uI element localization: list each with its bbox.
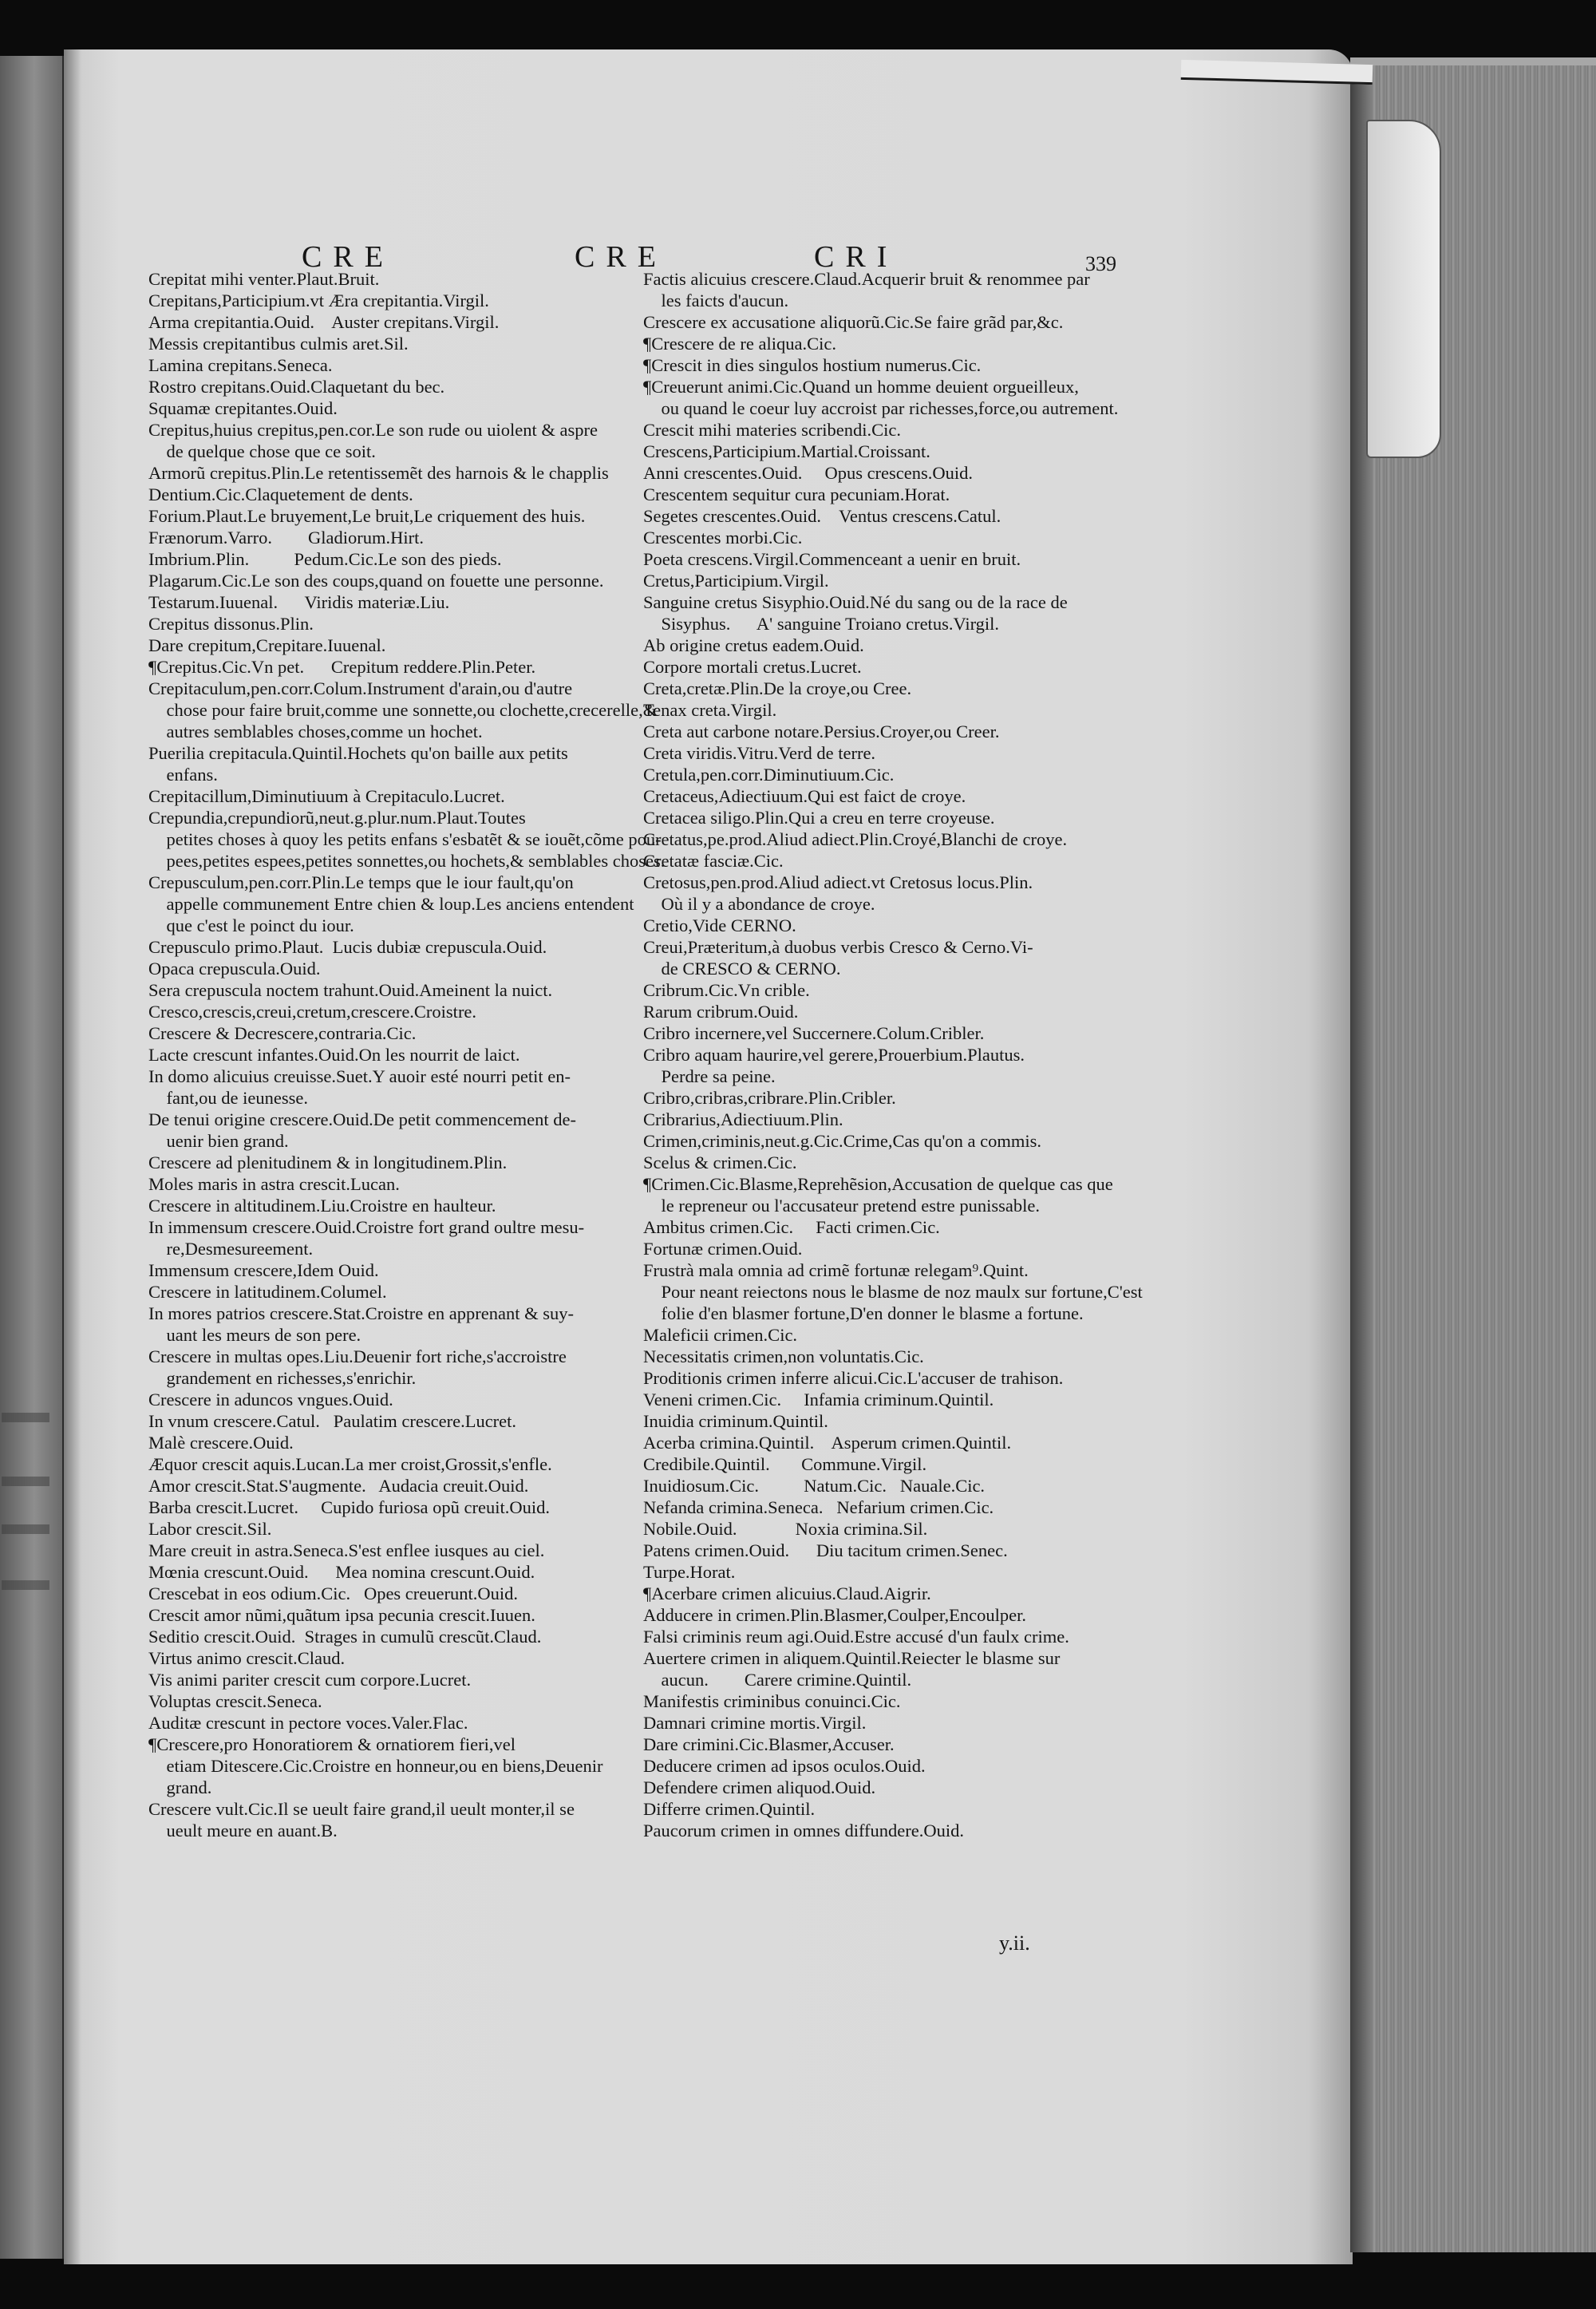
dictionary-entry-line: Armorũ crepitus.Plin.Le retentissemẽt des harnois & le chapplis bbox=[148, 463, 609, 483]
dictionary-entry-line: Inuidia criminum.Quintil. bbox=[643, 1411, 828, 1431]
dictionary-entry-line: Necessitatis crimen,non voluntatis.Cic. bbox=[643, 1346, 924, 1366]
dictionary-entry-line: ¶Acerbare crimen alicuius.Claud.Aigrir. bbox=[643, 1583, 931, 1603]
dictionary-entry-line: Cretosus,pen.prod.Aliud adiect.vt Cretosus locus.Plin. bbox=[643, 872, 1033, 892]
dictionary-entry-line: Creta,cretæ.Plin.De la croye,ou Cree. bbox=[643, 678, 912, 698]
dictionary-entry-line: Forium.Plaut.Le bruyement,Le bruit,Le criquement des huis. bbox=[148, 506, 586, 526]
dictionary-entry-line: Rarum cribrum.Ouid. bbox=[643, 1002, 799, 1022]
dictionary-entry-line: Cretio,Vide CERNO. bbox=[643, 915, 796, 935]
right-column bbox=[643, 268, 1143, 1841]
dictionary-entry-line: Nobile.Ouid. Noxia crimina.Sil. bbox=[643, 1519, 928, 1539]
dictionary-entry-line: Turpe.Horat. bbox=[643, 1562, 736, 1582]
dictionary-entry-line: Damnari crimine mortis.Virgil. bbox=[643, 1713, 867, 1733]
page-number: 339 bbox=[1085, 252, 1116, 275]
dictionary-entry-line: Crepusculo primo.Plaut. Lucis dubiæ crepuscula.Ouid. bbox=[148, 937, 547, 957]
dictionary-entry-line: Scelus & crimen.Cic. bbox=[643, 1153, 797, 1172]
dictionary-entry-line: chose pour faire bruit,comme une sonnette,ou clochette,crecerelle,& bbox=[148, 700, 658, 720]
dictionary-entry-line: Perdre sa peine. bbox=[643, 1066, 776, 1086]
dictionary-entry-line: Cretula,pen.corr.Diminutiuum.Cic. bbox=[643, 765, 895, 785]
dictionary-entry-line: Crepusculum,pen.corr.Plin.Le temps que le iour fault,qu'on bbox=[148, 872, 574, 892]
dictionary-entry-line: Crepitacillum,Diminutiuum à Crepitaculo.Lucret. bbox=[148, 786, 505, 806]
dictionary-entry-line: Cresco,crescis,creui,cretum,crescere.Croistre. bbox=[148, 1002, 477, 1022]
dictionary-entry-line: Lamina crepitans.Seneca. bbox=[148, 355, 333, 375]
dictionary-entry-line: Vis animi pariter crescit cum corpore.Lucret. bbox=[148, 1670, 472, 1690]
dictionary-entry-line: Nefanda crimina.Seneca. Nefarium crimen.Cic. bbox=[643, 1497, 994, 1517]
dictionary-entry-line: fant,ou de ieunesse. bbox=[148, 1088, 308, 1108]
dictionary-entry-line: Crescebat in eos odium.Cic. Opes creuerunt.Ouid. bbox=[148, 1583, 519, 1603]
left-column bbox=[148, 268, 666, 1841]
dictionary-entry-line: Plagarum.Cic.Le son des coups,quand on fouette une personne. bbox=[148, 571, 604, 591]
dictionary-entry-line: grand. bbox=[148, 1777, 212, 1797]
dictionary-entry-line: les faicts d'aucun. bbox=[643, 291, 789, 310]
dictionary-entry-line: Arma crepitantia.Ouid. Auster crepitans.Virgil. bbox=[148, 312, 500, 332]
dictionary-entry-line: uant les meurs de son pere. bbox=[148, 1325, 361, 1345]
dictionary-entry-line: Amor crescit.Stat.S'augmente. Audacia creuit.Ouid. bbox=[148, 1476, 529, 1496]
dictionary-entry-line: Labor crescit.Sil. bbox=[148, 1519, 272, 1539]
dictionary-entry-line: Puerilia crepitacula.Quintil.Hochets qu'on baille aux petits bbox=[148, 743, 568, 763]
facing-page-edge bbox=[0, 56, 65, 2259]
dictionary-entry-line: Manifestis criminibus conuinci.Cic. bbox=[643, 1691, 901, 1711]
dictionary-entry-line: Cretatæ fasciæ.Cic. bbox=[643, 851, 784, 871]
dictionary-entry-line: uenir bien grand. bbox=[148, 1131, 289, 1151]
dictionary-entry-line: Factis alicuius crescere.Claud.Acquerir bruit & renommee par bbox=[643, 269, 1090, 289]
dictionary-entry-line: Frustrà mala omnia ad crimẽ fortunæ relegam⁹.Quint. bbox=[643, 1260, 1029, 1280]
dictionary-entry-line: Proditionis crimen inferre alicui.Cic.L'accuser de trahison. bbox=[643, 1368, 1064, 1388]
dictionary-entry-line: Sisyphus. A' sanguine Troiano cretus.Virgil. bbox=[643, 614, 1000, 634]
dictionary-entry-line: Cribro incernere,vel Succernere.Colum.Cribler. bbox=[643, 1023, 985, 1043]
dictionary-entry-line: re,Desmesureement. bbox=[148, 1239, 314, 1259]
dictionary-entry-line: de quelque chose que ce soit. bbox=[148, 441, 376, 461]
dictionary-entry-line: Ambitus crimen.Cic. Facti crimen.Cic. bbox=[643, 1217, 940, 1237]
dictionary-entry-line: Crescit amor nũmi,quãtum ipsa pecunia crescit.Iuuen. bbox=[148, 1605, 535, 1625]
dictionary-entry-line: Cribrarius,Adiectiuum.Plin. bbox=[643, 1109, 843, 1129]
dictionary-entry-line: Crescere in aduncos vngues.Ouid. bbox=[148, 1390, 393, 1410]
running-head-right: CRI bbox=[814, 240, 899, 274]
dictionary-entry-line: Cretaceus,Adiectiuum.Qui est faict de croye. bbox=[643, 786, 966, 806]
dictionary-entry-line: ¶Crepitus.Cic.Vn pet. Crepitum reddere.Plin.Peter. bbox=[148, 657, 536, 677]
dictionary-entry-line: Voluptas crescit.Seneca. bbox=[148, 1691, 322, 1711]
dictionary-entry-line: Rostro crepitans.Ouid.Claquetant du bec. bbox=[148, 377, 445, 397]
dictionary-entry-line: Deducere crimen ad ipsos oculos.Ouid. bbox=[643, 1756, 926, 1776]
running-head-middle: CRE bbox=[575, 240, 667, 274]
dictionary-entry-line: Crepitans,Participium.vt Æra crepitantia.Virgil. bbox=[148, 291, 489, 310]
dictionary-entry-line: Crescentem sequitur cura pecuniam.Horat. bbox=[643, 484, 950, 504]
dictionary-entry-line: Crescens,Participium.Martial.Croissant. bbox=[643, 441, 930, 461]
dictionary-entry-line: grandement en richesses,s'enrichir. bbox=[148, 1368, 417, 1388]
dictionary-entry-line: Creta viridis.Vitru.Verd de terre. bbox=[643, 743, 876, 763]
dictionary-entry-line: Auertere crimen in aliquem.Quintil.Reiecter le blasme sur bbox=[643, 1648, 1061, 1668]
dictionary-entry-line: Dentium.Cic.Claquetement de dents. bbox=[148, 484, 413, 504]
dictionary-entry-line: Fortunæ crimen.Ouid. bbox=[643, 1239, 803, 1259]
paper-bookmark bbox=[1366, 120, 1441, 458]
dictionary-entry-line: Anni crescentes.Ouid. Opus crescens.Ouid. bbox=[643, 463, 974, 483]
dictionary-entry-line: Crescere in latitudinem.Columel. bbox=[148, 1282, 387, 1302]
dictionary-entry-line: Virtus animo crescit.Claud. bbox=[148, 1648, 346, 1668]
dictionary-entry-line: Crepitaculum,pen.corr.Colum.Instrument d'arain,ou d'autre bbox=[148, 678, 573, 698]
dictionary-entry-line: ¶Creuerunt animi.Cic.Quand un homme deuient orgueilleux, bbox=[643, 377, 1079, 397]
dictionary-entry-line: ¶Crescere de re aliqua.Cic. bbox=[643, 334, 836, 354]
dictionary-entry-line: Crepitat mihi venter.Plaut.Bruit. bbox=[148, 269, 380, 289]
dictionary-entry-line: Acerba crimina.Quintil. Asperum crimen.Quintil. bbox=[643, 1433, 1012, 1453]
dictionary-entry-line: petites choses à quoy les petits enfans s'esbatẽt & se iouẽt,cõme pou- bbox=[148, 829, 662, 849]
dictionary-entry-line: ueult meure en auant.B. bbox=[148, 1821, 338, 1840]
dictionary-entry-line: Sanguine cretus Sisyphio.Ouid.Né du sang ou de la race de bbox=[643, 592, 1068, 612]
dictionary-entry-line: Moles maris in astra crescit.Lucan. bbox=[148, 1174, 400, 1194]
dictionary-entry-line: Testarum.Iuuenal. Viridis materiæ.Liu. bbox=[148, 592, 450, 612]
dictionary-entry-line: Cretatus,pe.prod.Aliud adiect.Plin.Croyé,Blanchi de croye. bbox=[643, 829, 1068, 849]
dictionary-entry-line: Segetes crescentes.Ouid. Ventus crescens.Catul. bbox=[643, 506, 1001, 526]
dictionary-entry-line: Dare crimini.Cic.Blasmer,Accuser. bbox=[643, 1734, 895, 1754]
dictionary-entry-line: Immensum crescere,Idem Ouid. bbox=[148, 1260, 379, 1280]
dictionary-entry-line: Lacte crescunt infantes.Ouid.On les nourrit de laict. bbox=[148, 1045, 520, 1065]
dictionary-entry-line: Messis crepitantibus culmis aret.Sil. bbox=[148, 334, 409, 354]
dictionary-entry-line: Creui,Præteritum,à duobus verbis Cresco & Cerno.Vi- bbox=[643, 937, 1033, 957]
dictionary-entry-line: Crepitus dissonus.Plin. bbox=[148, 614, 314, 634]
dictionary-entry-line: Creta aut carbone notare.Persius.Croyer,ou Creer. bbox=[643, 722, 1000, 741]
dictionary-entry-line: Mare creuit in astra.Seneca.S'est enflee iusques au ciel. bbox=[148, 1540, 545, 1560]
dictionary-entry-line: Maleficii crimen.Cic. bbox=[643, 1325, 798, 1345]
dictionary-entry-line: Crescere ad plenitudinem & in longitudinem.Plin. bbox=[148, 1153, 508, 1172]
dictionary-entry-line: Cribro,cribras,cribrare.Plin.Cribler. bbox=[643, 1088, 896, 1108]
dictionary-entry-line: Sera crepuscula noctem trahunt.Ouid.Ameinent la nuict. bbox=[148, 980, 553, 1000]
dictionary-entry-line: Pour neant reiectons nous le blasme de noz maulx sur fortune,C'est bbox=[643, 1282, 1143, 1302]
dictionary-entry-line: Seditio crescit.Ouid. Strages in cumulũ crescũt.Claud. bbox=[148, 1627, 542, 1647]
dictionary-entry-line: ¶Crimen.Cic.Blasme,Reprehẽsion,Accusation de quelque cas que bbox=[643, 1174, 1113, 1194]
dictionary-entry-line: Falsi criminis reum agi.Ouid.Estre accusé d'un faulx crime. bbox=[643, 1627, 1069, 1647]
signature-mark: y.ii. bbox=[999, 1931, 1030, 1955]
dictionary-entry-line: de CRESCO & CERNO. bbox=[643, 959, 841, 979]
dictionary-entry-line: Cretacea siligo.Plin.Qui a creu en terre croyeuse. bbox=[643, 808, 995, 828]
dictionary-entry-line: Crescentes morbi.Cic. bbox=[643, 528, 803, 548]
dictionary-entry-line: Crescere & Decrescere,contraria.Cic. bbox=[148, 1023, 417, 1043]
dictionary-entry-line: Credibile.Quintil. Commune.Virgil. bbox=[643, 1454, 927, 1474]
dictionary-entry-line: Ab origine cretus eadem.Ouid. bbox=[643, 635, 864, 655]
dictionary-entry-line: Malè crescere.Ouid. bbox=[148, 1433, 294, 1453]
dictionary-entry-line: Crescit mihi materies scribendi.Cic. bbox=[643, 420, 902, 440]
dictionary-entry-line: Cribro aquam haurire,vel gerere,Prouerbium.Plautus. bbox=[643, 1045, 1025, 1065]
dictionary-entry-line: Cretus,Participium.Virgil. bbox=[643, 571, 829, 591]
dictionary-entry-line: etiam Ditescere.Cic.Croistre en honneur,ou en biens,Deuenir bbox=[148, 1756, 603, 1776]
dictionary-entry-line: Crepundia,crepundiorũ,neut.g.plur.num.Plaut.Toutes bbox=[148, 808, 526, 828]
dictionary-entry-line: Crescere ex accusatione aliquorũ.Cic.Se faire grãd par,&c. bbox=[643, 312, 1064, 332]
dictionary-entry-line: De tenui origine crescere.Ouid.De petit commencement de- bbox=[148, 1109, 577, 1129]
dictionary-entry-line: Patens crimen.Ouid. Diu tacitum crimen.Senec. bbox=[643, 1540, 1008, 1560]
dictionary-entry-line: Crimen,criminis,neut.g.Cic.Crime,Cas qu'on a commis. bbox=[643, 1131, 1041, 1151]
dictionary-entry-line: Crepitus,huius crepitus,pen.cor.Le son rude ou uiolent & aspre bbox=[148, 420, 598, 440]
dictionary-entry-line: Frænorum.Varro. Gladiorum.Hirt. bbox=[148, 528, 424, 548]
dictionary-entry-line: Defendere crimen aliquod.Ouid. bbox=[643, 1777, 876, 1797]
dictionary-entry-line: In domo alicuius creuisse.Suet.Y auoir esté nourri petit en- bbox=[148, 1066, 571, 1086]
dictionary-entry-line: In vnum crescere.Catul. Paulatim crescere.Lucret. bbox=[148, 1411, 517, 1431]
dictionary-entry-line: enfans. bbox=[148, 765, 218, 785]
dictionary-entry-line: ¶Crescere,pro Honoratiorem & ornatiorem fieri,vel bbox=[148, 1734, 516, 1754]
dictionary-entry-line: In mores patrios crescere.Stat.Croistre en apprenant & suy- bbox=[148, 1303, 574, 1323]
dictionary-entry-line: Où il y a abondance de croye. bbox=[643, 894, 875, 914]
dictionary-entry-line: appelle communement Entre chien & loup.Les anciens entendent bbox=[148, 894, 634, 914]
dictionary-entry-line: Paucorum crimen in omnes diffundere.Ouid. bbox=[643, 1821, 964, 1840]
dictionary-entry-line: Auditæ crescunt in pectore voces.Valer.Flac. bbox=[148, 1713, 468, 1733]
dictionary-entry-line: Opaca crepuscula.Ouid. bbox=[148, 959, 321, 979]
dictionary-entry-line: Poeta crescens.Virgil.Commenceant a uenir en bruit. bbox=[643, 549, 1021, 569]
dictionary-entry-line: Squamæ crepitantes.Ouid. bbox=[148, 398, 338, 418]
dictionary-entry-line: Crescere vult.Cic.Il se ueult faire grand,il ueult monter,il se bbox=[148, 1799, 575, 1819]
dictionary-entry-line: folie d'en blasmer fortune,D'en donner le blasme a fortune. bbox=[643, 1303, 1084, 1323]
dictionary-entry-line: autres semblables choses,comme un hochet. bbox=[148, 722, 483, 741]
dictionary-entry-line: le repreneur ou l'accusateur pretend estre punissable. bbox=[643, 1196, 1040, 1216]
dictionary-entry-line: Corpore mortali cretus.Lucret. bbox=[643, 657, 862, 677]
dictionary-entry-line: In immensum crescere.Ouid.Croistre fort grand oultre mesu- bbox=[148, 1217, 585, 1237]
dictionary-entry-line: Crescere in altitudinem.Liu.Croistre en haulteur. bbox=[148, 1196, 496, 1216]
dictionary-entry-line: Tenax creta.Virgil. bbox=[643, 700, 777, 720]
dictionary-entry-line: Mœnia crescunt.Ouid. Mea nomina crescunt.Ouid. bbox=[148, 1562, 535, 1582]
dictionary-entry-line: Veneni crimen.Cic. Infamia criminum.Quintil. bbox=[643, 1390, 994, 1410]
running-head-left: CRE bbox=[302, 240, 394, 274]
dictionary-entry-line: Dare crepitum,Crepitare.Iuuenal. bbox=[148, 635, 386, 655]
dictionary-entry-line: pees,petites espees,petites sonnettes,ou hochets,& semblables choses. bbox=[148, 851, 666, 871]
dictionary-entry-line: Differre crimen.Quintil. bbox=[643, 1799, 816, 1819]
dictionary-entry-line: Crescere in multas opes.Liu.Deuenir fort riche,s'accroistre bbox=[148, 1346, 567, 1366]
dictionary-entry-line: que c'est le poinct du iour. bbox=[148, 915, 354, 935]
dictionary-entry-line: Cribrum.Cic.Vn crible. bbox=[643, 980, 810, 1000]
dictionary-entry-line: aucun. Carere crimine.Quintil. bbox=[643, 1670, 912, 1690]
dictionary-entry-line: Adducere in crimen.Plin.Blasmer,Coulper,Encoulper. bbox=[643, 1605, 1026, 1625]
dictionary-entry-line: Barba crescit.Lucret. Cupido furiosa opũ creuit.Ouid. bbox=[148, 1497, 550, 1517]
dictionary-entry-line: ¶Crescit in dies singulos hostium numerus.Cic. bbox=[643, 355, 982, 375]
dictionary-entry-line: Imbrium.Plin. Pedum.Cic.Le son des pieds. bbox=[148, 549, 502, 569]
dictionary-entry-line: Æquor crescit aquis.Lucan.La mer croist,Grossit,s'enfle. bbox=[148, 1454, 552, 1474]
dictionary-entry-line: ou quand le coeur luy accroist par richesses,force,ou autrement. bbox=[643, 398, 1119, 418]
dictionary-entry-line: Inuidiosum.Cic. Natum.Cic. Nauale.Cic. bbox=[643, 1476, 986, 1496]
